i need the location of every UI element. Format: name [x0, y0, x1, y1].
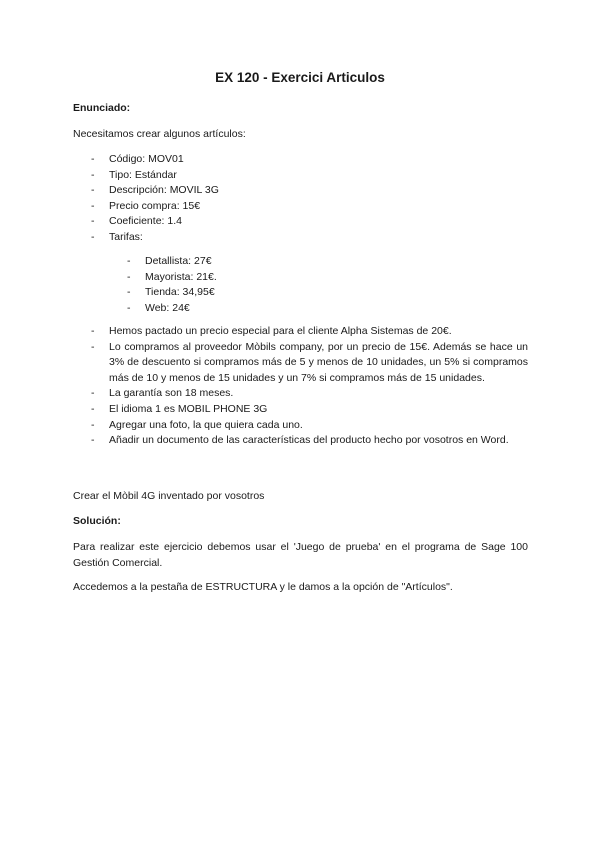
list-item: - Lo compramos al proveedor Mòbils company, por un precio de 15€. Además se hace un 3% de descuento si compramos más de 5 y menos de 10 unidades, un 5% si compramos más de 10 y menos de 15 unidades y un 7% si compramos más de 15 unidades. — [91, 340, 528, 387]
solucion-heading: Solución: — [73, 515, 121, 527]
list-item: - Descripción: MOVIL 3G — [91, 183, 219, 199]
list-item: - La garantía son 18 meses. — [91, 386, 528, 402]
document-title: EX 120 - Exercici Articulos — [215, 70, 385, 85]
list-item: - Tienda: 34,95€ — [127, 285, 217, 301]
intro-text: Necesitamos crear algunos artículos: — [73, 128, 246, 140]
list-item: - Web: 24€ — [127, 301, 217, 317]
list-item: - Añadir un documento de las características del producto hecho por vosotros en Word. — [91, 433, 528, 449]
enunciado-heading: Enunciado: — [73, 102, 131, 114]
list-item: - Tipo: Estándar — [91, 168, 219, 184]
article-fields-list — [91, 152, 219, 246]
solucion-paragraph-2: Accedemos a la pestaña de ESTRUCTURA y le damos a la opción de "Artículos". — [73, 581, 453, 593]
list-item: - Hemos pactado un precio especial para el cliente Alpha Sistemas de 20€. — [91, 324, 528, 340]
list-item: - Agregar una foto, la que quiera cada uno. — [91, 418, 528, 434]
list-item: - Mayorista: 21€. — [127, 270, 217, 286]
notes-list — [91, 324, 528, 449]
list-item: - Código: MOV01 — [91, 152, 219, 168]
list-item: - Precio compra: 15€ — [91, 199, 219, 215]
crear-text: Crear el Mòbil 4G inventado por vosotros — [73, 490, 265, 502]
list-item: - Tarifas: — [91, 230, 219, 246]
solucion-paragraph-1: Para realizar este ejercicio debemos usar el 'Juego de prueba' en el programa de Sage 100 Gestión Comercial. — [73, 541, 528, 569]
list-item: - Detallista: 27€ — [127, 254, 217, 270]
list-item: - El idioma 1 es MOBIL PHONE 3G — [91, 402, 528, 418]
list-item: - Coeficiente: 1.4 — [91, 214, 219, 230]
tarifas-list — [127, 254, 217, 316]
